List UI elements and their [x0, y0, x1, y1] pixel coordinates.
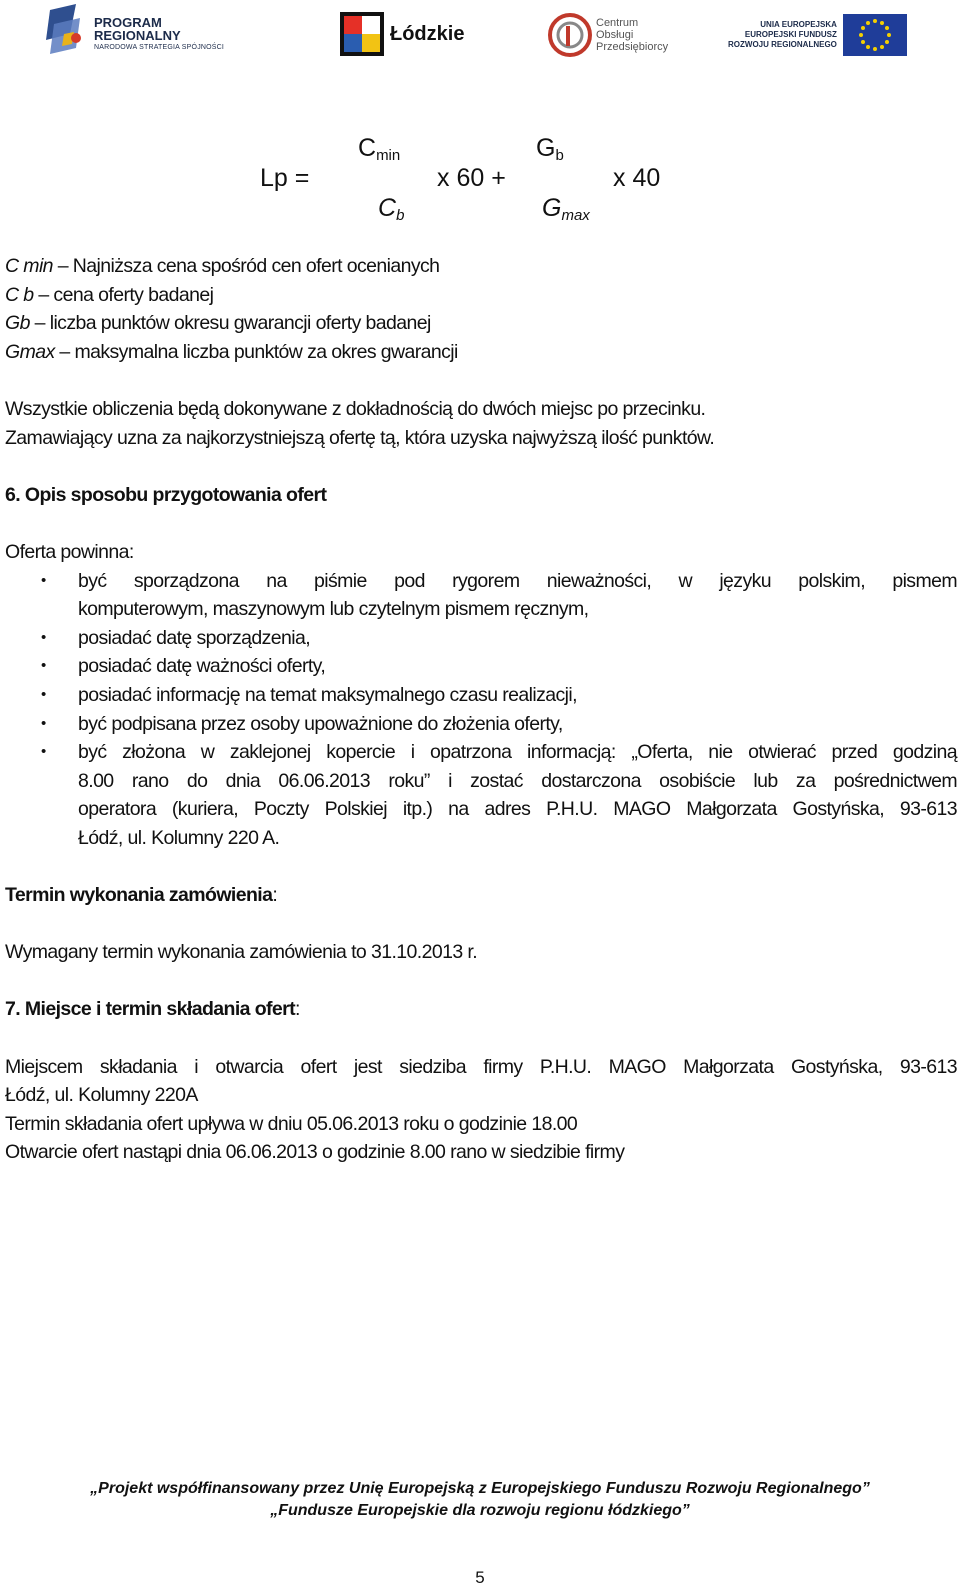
formula-x60: x 60 +: [437, 164, 506, 192]
place-line-1: Miejscem składania i otwarcia ofert jest siedziba firmy P.H.U. MAGO Małgorzata Gostyńska, 93-613: [5, 1055, 957, 1078]
centrum-obslugi-logo: [548, 12, 668, 58]
formula-gb: $G_b$: [536, 134, 564, 164]
list-item: [5, 567, 957, 624]
section-7-heading: 7. Miejsce i termin składania ofert:: [5, 998, 300, 1021]
bullet-1-line-2: komputerowym, maszynowym lub czytelnym pismem ręcznym,: [78, 598, 589, 621]
program-title-1: PROGRAM: [94, 14, 162, 30]
header-logo-bar: [0, 0, 960, 68]
bullet-6-line-4: Łódź, ul. Kolumny 220 A.: [78, 826, 280, 849]
formula-cb: $C_b$: [378, 194, 405, 224]
footer-line-2: „Fundusze Europejskie dla rozwoju regionu łódzkiego”: [270, 1502, 690, 1519]
eu-line-3: ROZWOJU REGIONALNEGO: [728, 40, 837, 49]
calc-note-1: Wszystkie obliczenia będą dokonywane z dokładnością do dwóch miejsc po przecinku.: [5, 397, 706, 420]
deadline-heading: Termin wykonania zamówienia:: [5, 884, 278, 907]
document-body: [5, 252, 957, 1167]
program-subtitle: NARODOWA STRATEGIA SPÓJNOŚCI: [94, 43, 225, 51]
eu-line-2: EUROPEJSKI FUNDUSZ: [744, 30, 837, 39]
definition-cb: C b – cena oferty badanej: [5, 283, 214, 306]
list-item: • posiadać datę ważności oferty,: [5, 652, 957, 681]
bullet-6-line-3: operatora (kuriera, Poczty Polskiej itp.) na adres P.H.U. MAGO Małgorzata Gostyńska, 93-613: [78, 798, 957, 821]
list-item: • być podpisana przez osoby upoważnione do złożenia oferty,: [5, 710, 957, 739]
submit-deadline: Termin składania ofert upływa w dniu 05.06.2013 roku o godzinie 18.00: [5, 1112, 578, 1135]
lodzkie-label: Łódzkie: [390, 22, 465, 45]
program-regionalny-logo: [46, 4, 224, 62]
offer-intro: Oferta powinna:: [5, 540, 134, 563]
lodzkie-logo: [340, 12, 464, 56]
bullet-1-line-1: • być sporządzona na piśmie pod rygorem nieważności, w języku polskim, pismem: [78, 569, 957, 592]
lodzkie-emblem-icon: [340, 12, 384, 56]
centrum-line-1: Centrum: [596, 17, 639, 29]
offer-requirements-list: [5, 567, 957, 853]
eu-line-1: UNIA EUROPEJSKA: [760, 20, 837, 29]
definition-gb: Gb – liczba punktów okresu gwarancji oferty badanej: [5, 312, 431, 335]
scoring-formula: [0, 130, 960, 230]
page-number: 5: [475, 1568, 485, 1587]
list-item: [5, 738, 957, 852]
place-line-2: Łódź, ul. Kolumny 220A: [5, 1084, 198, 1107]
definition-cmin: C min – Najniższa cena spośród cen ofert ocenianych: [5, 255, 440, 277]
formula-cmin: $C_{min}$: [358, 134, 401, 164]
program-title-2: REGIONALNY: [94, 27, 181, 43]
program-regionalny-emblem-icon: [46, 4, 86, 62]
section-6-heading: 6. Opis sposobu przygotowania ofert: [5, 483, 327, 506]
calc-note-2: Zamawiający uzna za najkorzystniejszą ofertę tą, która uzyska najwyższą ilość punktów.: [5, 426, 715, 449]
formula-x40: x 40: [613, 164, 661, 192]
eu-logo: [728, 14, 907, 56]
formula-lp: Lp =: [260, 164, 310, 192]
centrum-p-emblem-icon: [548, 12, 592, 58]
list-item: • posiadać datę sporządzenia,: [5, 624, 957, 653]
list-item: • posiadać informację na temat maksymalnego czasu realizacji,: [5, 681, 957, 710]
deadline-text: Wymagany termin wykonania zamówienia to 31.10.2013 r.: [5, 941, 478, 964]
centrum-line-2: Obsługi: [596, 29, 634, 41]
bullet-6-line-2: 8.00 rano do dnia 06.06.2013 roku” i zostać dostarczona osobiście lub za pośrednictwem: [78, 769, 957, 792]
definition-gmax: Gmax – maksymalna liczba punktów za okres gwarancji: [5, 340, 458, 363]
eu-flag-icon: [843, 14, 907, 56]
bullet-6-line-1: • być złożona w zaklejonej kopercie i opatrzona informacją: „Oferta, nie otwierać przed godziną: [78, 741, 957, 764]
footer-line-1: „Projekt współfinansowany przez Unię Europejską z Europejskiego Funduszu Rozwoju Regionalnego”: [90, 1480, 870, 1497]
centrum-line-3: Przedsiębiorcy: [596, 41, 669, 53]
opening-info: Otwarcie ofert nastąpi dnia 06.06.2013 o godzinie 8.00 rano w siedzibie firmy: [5, 1141, 625, 1164]
formula-gmax: $G_{max}$: [542, 194, 590, 224]
